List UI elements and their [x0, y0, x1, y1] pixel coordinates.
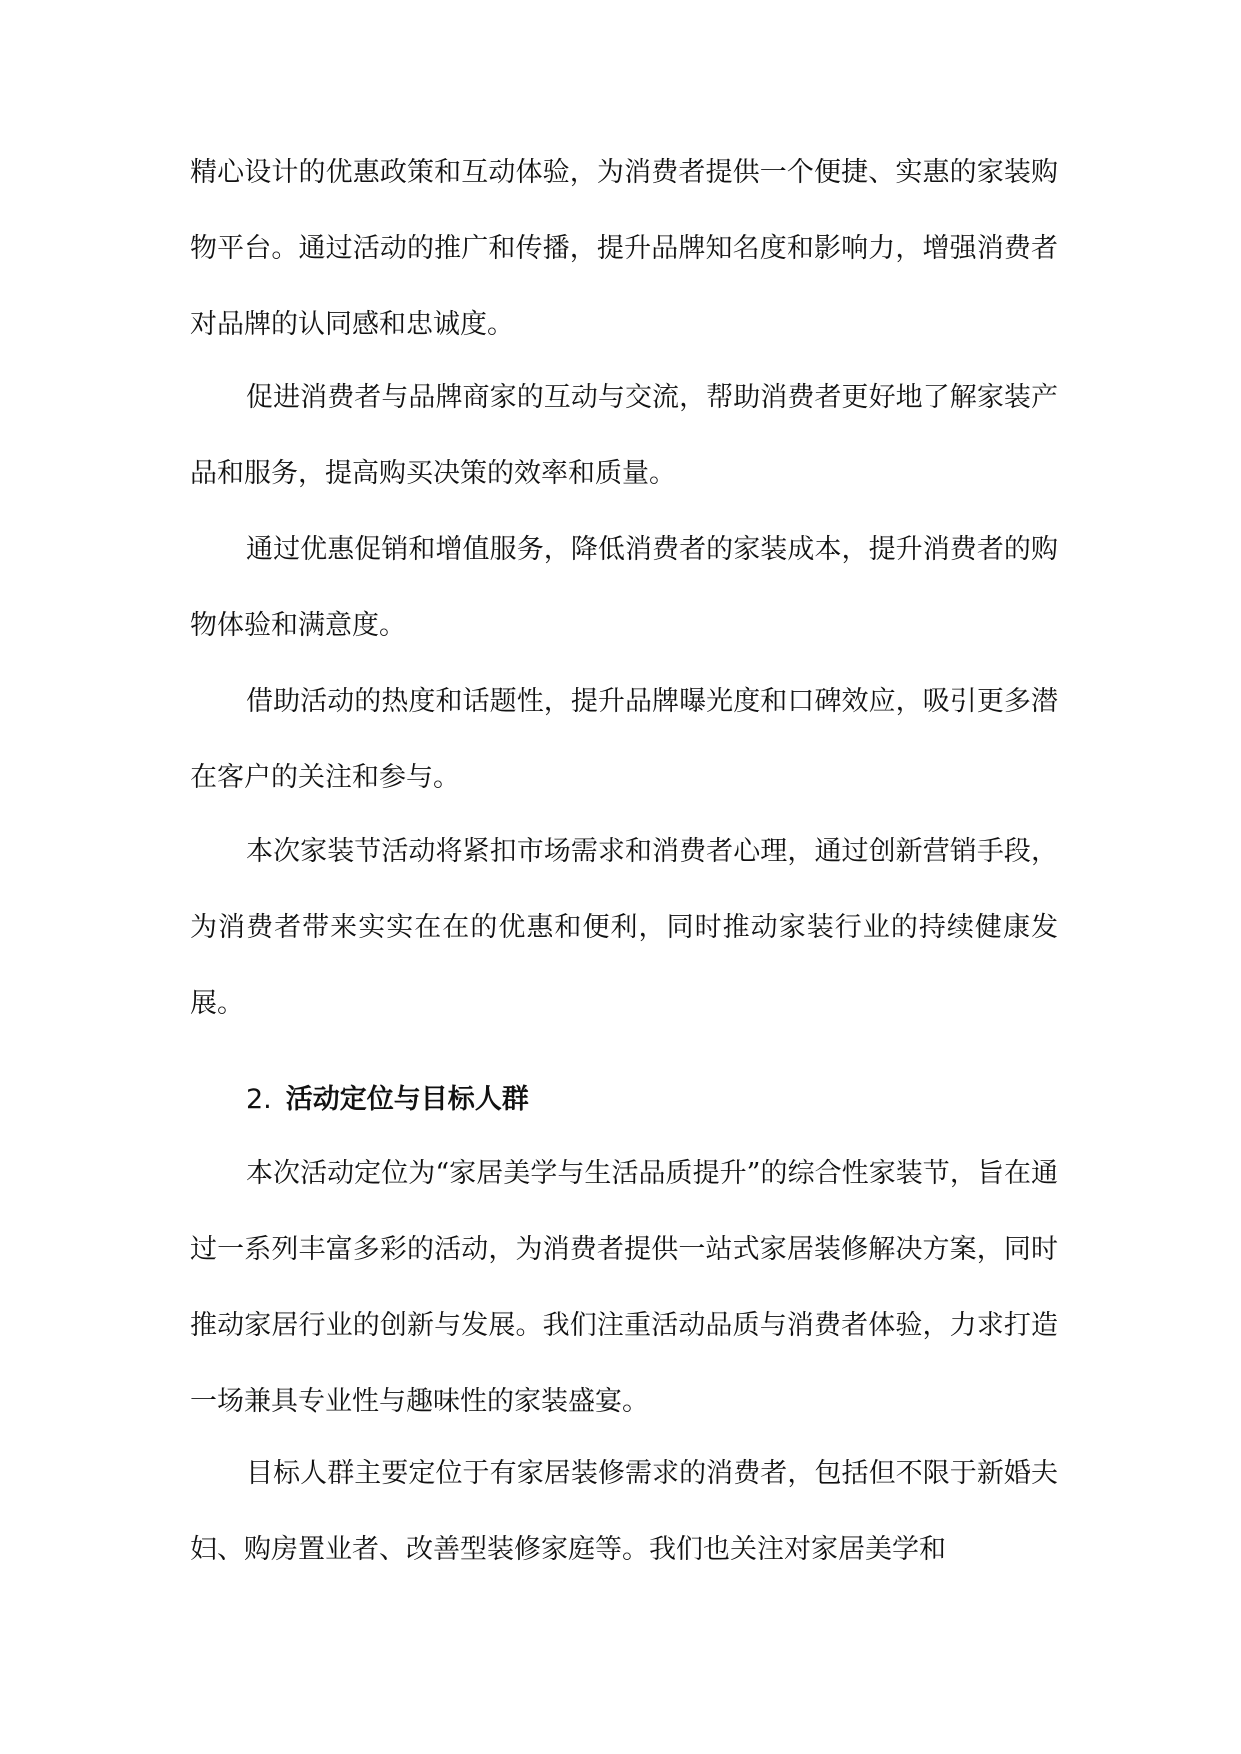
section-number: 2.	[246, 1084, 272, 1115]
section-title: 活动定位与目标人群	[285, 1084, 529, 1115]
paragraph-brand-exposure: 借助活动的热度和话题性，提升品牌曝光度和口碑效应，吸引更多潜在客户的关注和参与。	[190, 686, 1058, 793]
paragraph-target-audience: 目标人群主要定位于有家居装修需求的消费者，包括但不限于新婚夫妇、购房置业者、改善型装修家庭等。我们也关注对家居美学和	[190, 1458, 1058, 1565]
section-heading	[246, 1062, 529, 1138]
paragraph-cost-reduction: 通过优惠促销和增值服务，降低消费者的家装成本，提升消费者的购物体验和满意度。	[190, 534, 1058, 641]
paragraph-intro-continued: 精心设计的优惠政策和互动体验，为消费者提供一个便捷、实惠的家装购物平台。通过活动的推广和传播，提升品牌知名度和影响力，增强消费者对品牌的认同感和忠诚度。	[190, 157, 1058, 340]
paragraph-summary: 本次家装节活动将紧扣市场需求和消费者心理，通过创新营销手段，为消费者带来实实在在的优惠和便利，同时推动家装行业的持续健康发展。	[190, 836, 1058, 1019]
paragraph-interaction: 促进消费者与品牌商家的互动与交流，帮助消费者更好地了解家装产品和服务，提高购买决策的效率和质量。	[190, 382, 1058, 489]
paragraph-positioning: 本次活动定位为“家居美学与生活品质提升”的综合性家装节，旨在通过一系列丰富多彩的活动，为消费者提供一站式家居装修解决方案，同时推动家居行业的创新与发展。我们注重活动品质与消费者体验，力求打造一场兼具专业性与趣味性的家装盛宴。	[190, 1158, 1058, 1417]
